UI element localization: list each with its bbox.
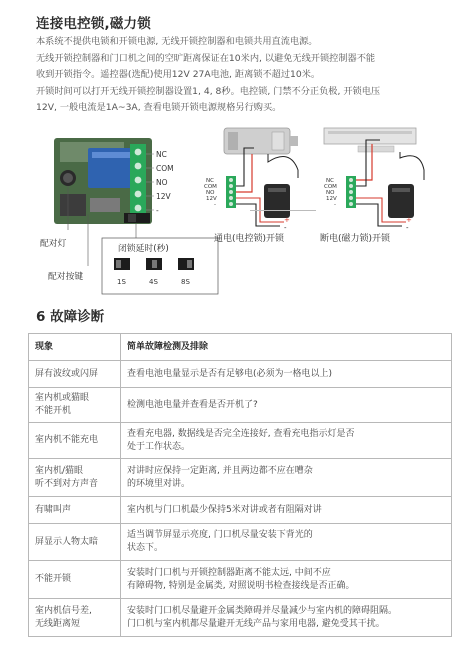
cell-line: 室内机与门口机最少保持5米对讲或者有阻隔对讲: [127, 504, 322, 515]
header-symptom: 现象: [29, 334, 121, 361]
cell-line: 状态下。: [127, 543, 164, 553]
mlock-terminal-nc: NC: [326, 178, 334, 184]
paragraph-power-note: [36, 34, 456, 50]
terminal-label-12v: 12V: [156, 192, 171, 201]
cell-line: 安装时门口机与开锁控制器距离不能太远, 中间不应: [127, 567, 331, 578]
header-solution: 简单故障检测及排除: [121, 334, 452, 361]
paragraph-line: 开锁时间可以打开无线开锁控制器设置1, 4, 8秒。电控锁, 门禁不分正负极, 开锁电压: [36, 86, 381, 97]
symptom-cell: [29, 561, 121, 599]
wiring-diagram: [28, 118, 448, 298]
mlock-minus-sign: -: [406, 224, 409, 232]
cell-line: 安装时门口机尽量避开金属类障碍并尽量减少与室内机的障碍阻隔。: [127, 605, 398, 616]
cell-line: 的环境里对讲。: [127, 478, 191, 489]
solution-cell: [121, 423, 452, 459]
solution-cell: [121, 599, 452, 637]
cell-line: 有啸叫声: [35, 504, 72, 515]
table-row: [29, 388, 452, 423]
terminal-label-nc: NC: [156, 150, 167, 159]
table-row: [29, 459, 452, 497]
cell-line: 对讲时应保持一定距离, 并且两边都不应在嘈杂: [127, 465, 313, 476]
paragraph-distance-note: [36, 51, 456, 82]
cell-line: 无线距离短: [35, 618, 81, 629]
cell-line: 听不到对方声音: [35, 478, 99, 489]
paragraph-line: 本系统不提供电锁和开锁电源, 无线开锁控制器和电锁共用直流电源。: [36, 36, 318, 47]
terminal-label-no: NO: [156, 178, 168, 187]
cell-line: 查看充电器, 数据线是否完全连接好, 查看充电指示灯是否: [127, 428, 355, 439]
cell-line: 室内机不能充电: [35, 435, 99, 445]
mlock-terminal-no: NO: [326, 190, 335, 196]
solution-cell: [121, 497, 452, 524]
elock-terminal-minus: -: [214, 202, 216, 208]
mlock-terminal-com: COM: [324, 184, 337, 190]
paragraph-unlock-time-note: [36, 84, 456, 115]
solution-cell: [121, 561, 452, 599]
table-row: [29, 423, 452, 459]
cell-line: 不能开锁: [35, 574, 72, 584]
solution-cell: [121, 361, 452, 388]
delay-4s-label: 4S: [149, 278, 158, 286]
paragraph-line: 无线开锁控制器和门口机之间的空旷距离保证在10米内, 以避免无线开锁控制器不能: [36, 53, 376, 64]
cell-line: 有障碍物, 特别是金属类, 对照说明书检查接线是否正确。: [127, 580, 355, 591]
solution-cell: [121, 524, 452, 561]
symptom-cell: [29, 497, 121, 524]
delay-8s-label: 8S: [181, 278, 190, 286]
cell-line: 适当调节屏显示亮度, 门口机尽量安装下背光的: [127, 530, 313, 540]
controller-board: [54, 138, 152, 224]
cell-line: 查看电池电量显示是否有足够电(必须为一格电以上): [127, 368, 333, 379]
section-title-troubleshooting: 6 故障诊断: [36, 309, 105, 325]
elock-terminal-com: COM: [204, 184, 217, 190]
paragraph-line: 12V, 一般电流是1A~3A, 查看电锁开锁电源规格另行购买。: [36, 101, 282, 113]
table-row: [29, 361, 452, 388]
magnetic-lock-caption: 断电(磁力锁)开锁: [320, 234, 391, 244]
troubleshooting-table: [28, 333, 452, 637]
elock-terminal-nc: NC: [206, 178, 214, 184]
table-row: [29, 497, 452, 524]
mlock-terminal-minus: -: [334, 202, 336, 208]
table-row: [29, 561, 452, 599]
symptom-cell: [29, 524, 121, 561]
elock-minus-sign: -: [284, 224, 287, 232]
section-title-lock-connection: 连接电控锁,磁力锁: [36, 16, 151, 32]
cell-line: 室内机/猫眼: [35, 465, 84, 476]
cell-line: 门口机与室内机都尽量避开无线产品与家用电器, 避免受其干扰。: [127, 618, 385, 629]
elock-plus-sign: +: [284, 216, 290, 224]
cell-line: 处于工作状态。: [127, 441, 191, 452]
solution-cell: [121, 388, 452, 423]
table-row: [29, 599, 452, 637]
cell-line: 屏显示人物太暗: [35, 536, 99, 547]
symptom-cell: [29, 361, 121, 388]
symptom-cell: [29, 388, 121, 423]
cell-line: 屏有波纹或闪屏: [35, 368, 99, 379]
electric-lock-adapter: [264, 184, 290, 218]
cell-line: 室内机或猫眼: [35, 393, 90, 403]
mlock-plus-sign: +: [406, 216, 412, 224]
table-row: [29, 524, 452, 561]
delay-title: 闭锁延时(秒): [118, 244, 169, 254]
cell-line: 室内机信号差,: [35, 605, 92, 616]
magnetic-lock-adapter: [388, 184, 414, 218]
paragraph-line: 收到开锁指令。遥控器(选配)使用12V 27A电池, 距离锁不超过10米。: [36, 68, 321, 80]
terminal-label-com: COM: [156, 164, 174, 173]
elock-terminal-no: NO: [206, 190, 215, 196]
elock-terminal-12v: 12V: [206, 196, 217, 202]
mlock-terminal-12v: 12V: [326, 196, 337, 202]
cell-line: 不能开机: [35, 406, 72, 416]
electric-lock-illustration: [224, 128, 298, 154]
solution-cell: [121, 459, 452, 497]
table-header-row: [29, 334, 452, 361]
electric-lock-caption: 通电(电控锁)开锁: [214, 234, 285, 244]
delay-1s-label: 1S: [117, 278, 126, 286]
terminal-label-minus: -: [156, 206, 159, 215]
symptom-cell: [29, 459, 121, 497]
cell-line: 检测电池电量并查看是否开机了?: [127, 399, 258, 410]
pair-button-label: 配对按键: [48, 272, 84, 282]
pair-light-label: 配对灯: [40, 239, 67, 249]
symptom-cell: [29, 599, 121, 637]
symptom-cell: [29, 423, 121, 459]
